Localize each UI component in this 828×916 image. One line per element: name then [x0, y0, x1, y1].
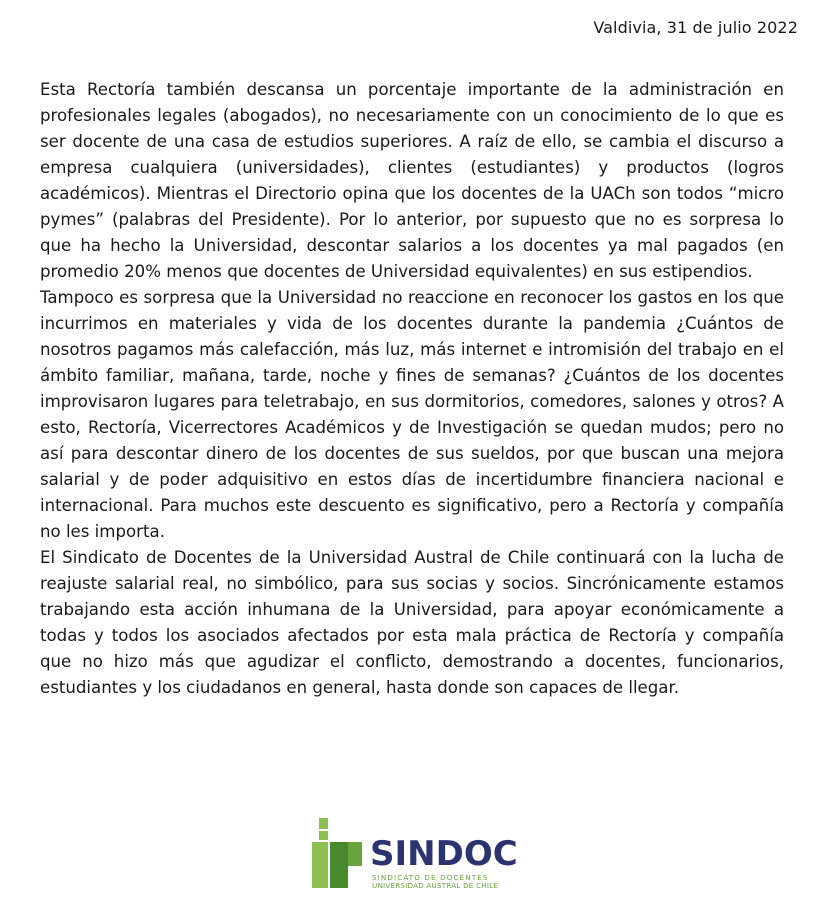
letter-body [40, 77, 784, 701]
logo-subtitle-1: SINDICATO DE DOCENTES [372, 873, 489, 882]
sindoc-logo-icon [312, 816, 364, 892]
sindoc-logo [312, 816, 532, 896]
paragraph-2: Tampoco es sorpresa que la Universidad no reaccione en reconocer los gastos en los que incurrimos en materiales y vida de los docentes durante la pandemia ¿Cuántos de nosotros pagamos más calefacción, más luz, más internet e intromisión del trabajo en el ámbito familiar, mañana, tarde, noche y fines de semanas? ¿Cuántos de los docentes improvisaron lugares para teletrabajo, en sus dormitorios, comedores, salones y otros? A esto, Rectoría, Vicerrectores Académicos y de Investigación se quedan mudos; pero no así para descontar dinero de los docentes de sus sueldos, por que buscan una mejora salarial y de poder adquisitivo en estos días de incertidumbre financiera nacional e internacional. Para muchos este descuento es significativo, pero a Rectoría y compañía no les importa. [40, 288, 784, 541]
paragraph-1: Esta Rectoría también descansa un porcentaje importante de la administración en profesionales legales (abogados), no necesariamente con un conocimiento de lo que es ser docente de una casa de estudios superiores. A raíz de ello, se cambia el discurso a empresa cualquiera (universidades), clientes (estudiantes) y productos (logros académicos). Mientras el Directorio opina que los docentes de la UACh son todos “micro pymes” (palabras del Presidente). Por lo anterior, por supuesto que no es sorpresa lo que ha hecho la Universidad, descontar salarios a los docentes ya mal pagados (en promedio 20% menos que docentes de Universidad equivalentes) en sus estipendios. [40, 80, 784, 281]
logo-title: SINDOC [370, 834, 518, 874]
date-line: Valdivia, 31 de julio 2022 [593, 18, 798, 37]
paragraph-3: El Sindicato de Docentes de la Universidad Austral de Chile continuará con la lucha de reajuste salarial real, no simbólico, para sus socias y socios. Sincrónicamente estamos trabajando esta acción inhumana de la Universidad, para apoyar económicamente a todas y todos los asociados afectados por esta mala práctica de Rectoría y compañía que no hizo más que agudizar el conflicto, demostrando a docentes, funcionarios, estudiantes y los ciudadanos en general, hasta donde son capaces de llegar. [40, 548, 784, 697]
logo-subtitle-2: UNIVERSIDAD AUSTRAL DE CHILE [372, 881, 499, 890]
